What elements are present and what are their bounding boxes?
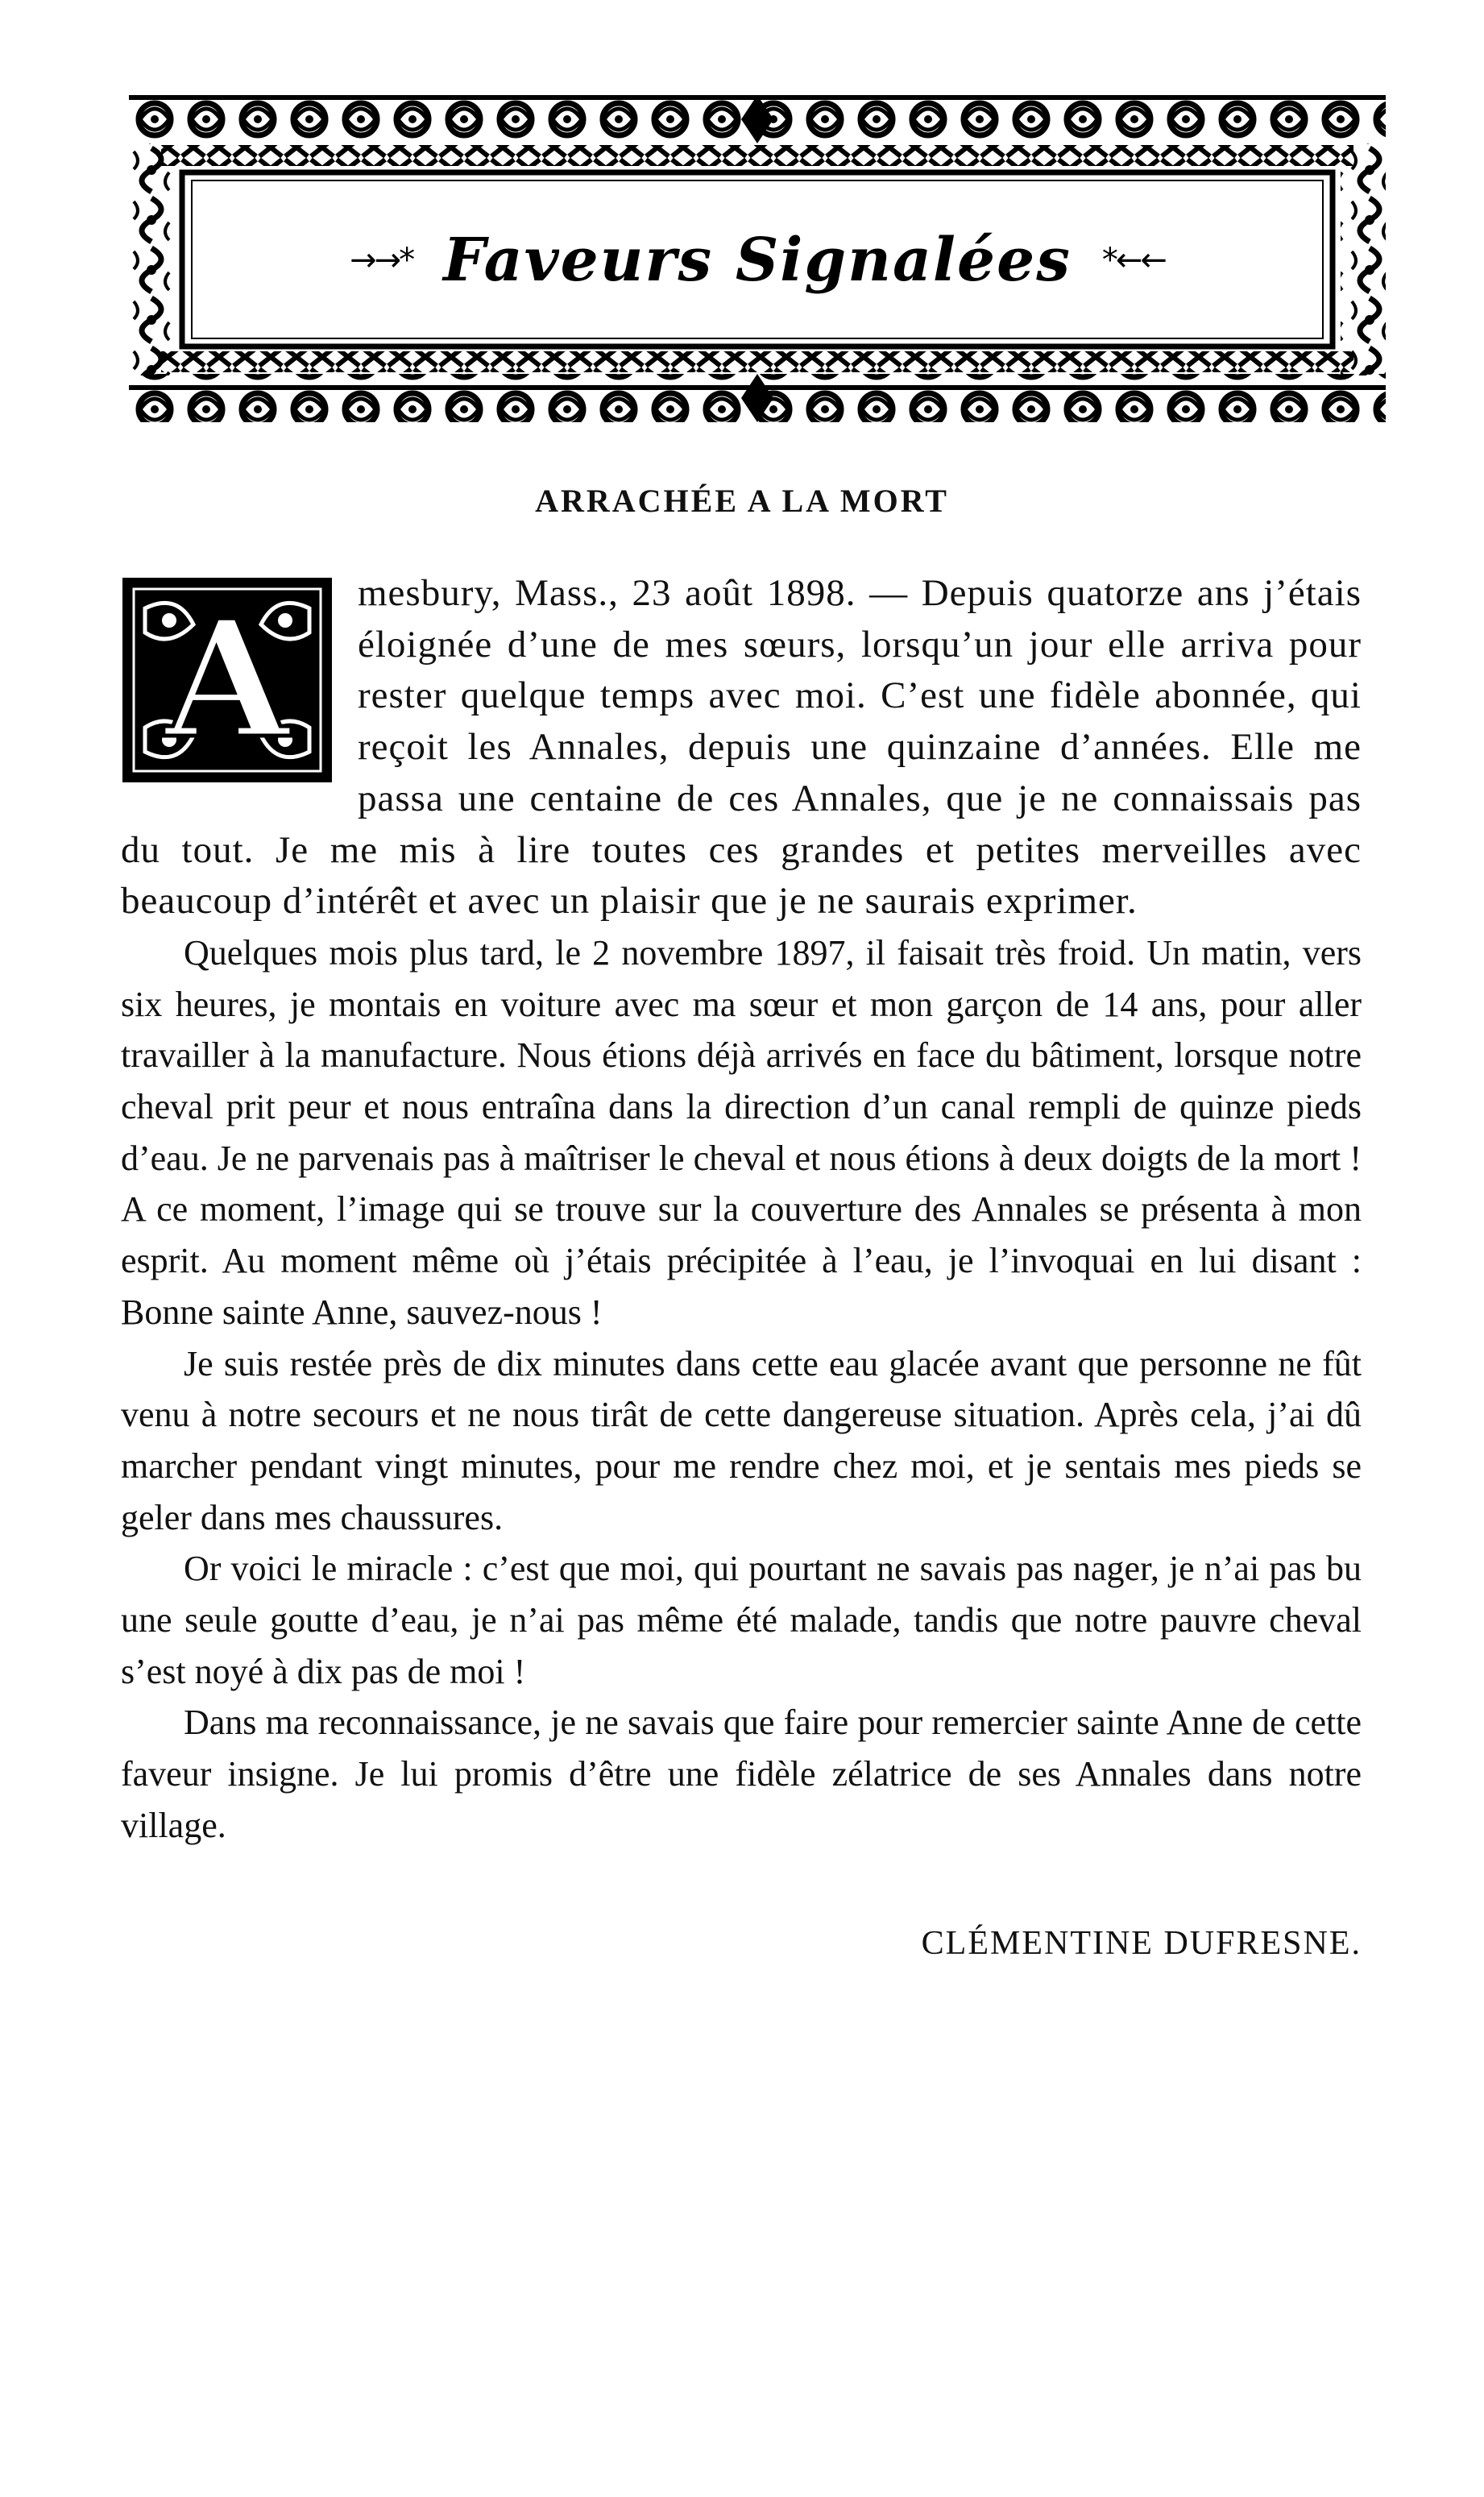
signature: CLÉMENTINE DUFRESNE.: [921, 1925, 1362, 1962]
paragraph-1: mesbury, Mass., 23 août 1898. — Depuis quatorze ans j’étais éloignée d’une de mes sœurs, lorsqu’un jour elle arriva pour rester quelque temps avec moi. C’est une fidèle abonnée, qui reçoit les Annales, depuis une quinzaine d’années. Elle me passa une centaine de ces Annales, que je ne connaissais pas du tout. Je me mis à lire toutes ces grandes et petites merveilles avec beaucoup d’intérêt et avec un plaisir que je ne saurais exprimer.: [121, 572, 1362, 923]
right-ornament: *←←: [1101, 242, 1165, 279]
article-title: ARRACHÉE A LA MORT: [535, 483, 949, 519]
article-body: [121, 568, 1362, 1852]
paragraph-4: Or voici le miracle : c’est que moi, qui pourtant ne savais pas nager, je n’ai pas bu une seule goutte d’eau, je n’ai pas même été malade, tandis que notre pauvre cheval s’est noyé à dix pas de moi !: [121, 1549, 1362, 1691]
ornamental-header: [129, 95, 1386, 425]
paragraph-3: Je suis restée près de dix minutes dans cette eau glacée avant que personne ne fût venu à notre secours et ne nous tirât de cette dangereuse situation. Après cela, j’ai dû marcher pendant vingt minutes, pour me rendre chez moi, et je sentais mes pieds se geler dans mes chaussures.: [121, 1343, 1362, 1537]
paragraph-5: Dans ma reconnaissance, je ne savais que faire pour remercier sainte Anne de cette faveur insigne. Je lui promis d’être une fidèle zélatrice de ses Annales dans notre village.: [121, 1703, 1362, 1845]
section-heading: Faveurs Signalées: [443, 226, 1072, 295]
dropcap-letter: A: [164, 585, 290, 774]
banner-title-row: [129, 95, 1386, 425]
dropcap: [121, 576, 334, 784]
left-ornament: →→*: [350, 242, 413, 279]
paragraph-2: Quelques mois plus tard, le 2 novembre 1897, il faisait très froid. Un matin, vers six heures, je montais en voiture avec ma sœur et mon garçon de 14 ans, pour aller travailler à la manufacture. Nous étions déjà arrivés en face du bâtiment, lorsque notre cheval prit peur et nous entraîna dans la direction d’un canal rempli de quinze pieds d’eau. Je ne parvenais pas à maîtriser le cheval et nous étions à deux doigts de la mort ! A ce moment, l’image qui se trouve sur la couverture des Annales se présenta à mon esprit. Au moment même où j’étais précipitée à l’eau, je l’invoquai en lui disant : Bonne sainte Anne, sauvez-nous !: [121, 932, 1362, 1332]
